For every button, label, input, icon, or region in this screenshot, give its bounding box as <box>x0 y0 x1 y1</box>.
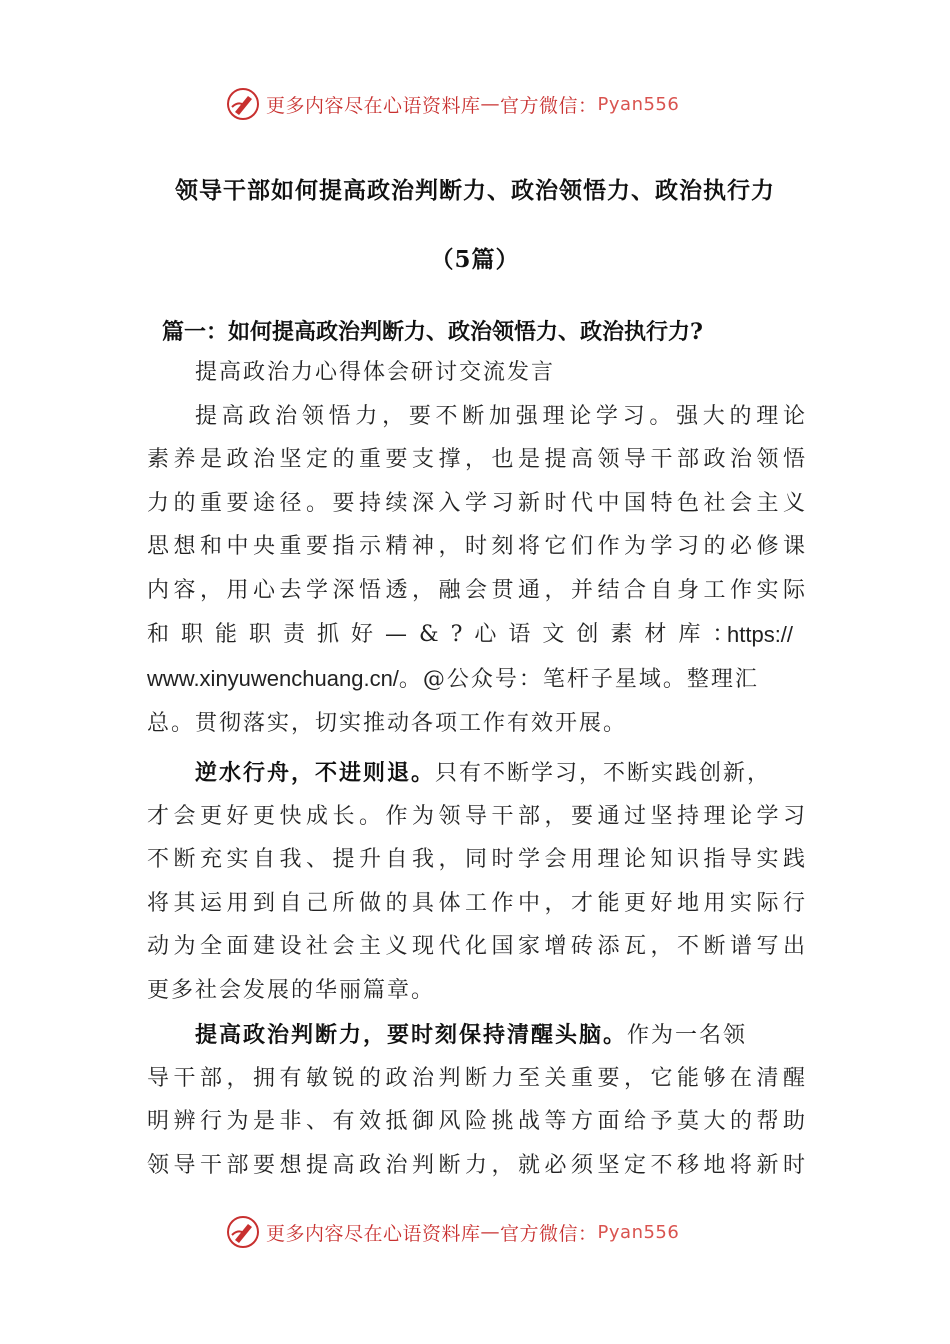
banner-text: 更多内容尽在心语资料库 <box>266 1222 481 1245</box>
paragraph-line <box>195 1020 807 1050</box>
header-banner <box>0 84 950 124</box>
pen-logo-icon <box>226 1215 260 1249</box>
document-title: 领导干部如何提高政治判断力、政治领悟力、政治执行力 <box>175 177 775 204</box>
url-part-1: https:// <box>727 622 794 647</box>
paragraph-line: 素养是政治坚定的重要支撑，也是提高领导干部政治领悟 <box>147 447 807 472</box>
banner-wechat-id: Pyan556 <box>597 1221 680 1243</box>
paragraph-line: 动为全面建设社会主义现代化国家增砖添瓦，不断谱写出 <box>147 934 807 959</box>
paragraph-text: 只有不断学习，不断实践创新， <box>435 761 772 786</box>
banner-dash: — <box>480 93 501 115</box>
paragraph-line: 将其运用到自己所做的具体工作中，才能更好地用实际行 <box>147 891 807 916</box>
paragraph-line <box>147 664 807 694</box>
paragraph-text: 和职能职责抓好—&?心语文创素材库： <box>147 622 747 647</box>
paragraph-line: 不断充实自我、提升自我，同时学会用理论知识指导实践 <box>147 847 807 872</box>
chapter-heading: 篇一：如何提高政治判断力、政治领悟力、政治执行力? <box>162 319 703 345</box>
paragraph-line: 总。贯彻落实，切实推动各项工作有效开展。 <box>147 711 628 736</box>
pen-logo-icon <box>226 87 260 121</box>
paragraph-line: 更多社会发展的华丽篇章。 <box>147 978 436 1003</box>
paragraph-line: 思想和中央重要指示精神，时刻将它们作为学习的必修课 <box>147 534 807 559</box>
banner-wechat-label: 官方微信： <box>500 1222 598 1245</box>
paragraph-line: 内容，用心去学深悟透，融会贯通，并结合自身工作实际 <box>147 578 807 603</box>
paragraph-line <box>195 758 807 788</box>
paragraph-text: 作为一名领 <box>627 1023 748 1048</box>
chapter-subtitle: 提高政治力心得体会研讨交流发言 <box>195 360 556 385</box>
paragraph-line: 明辨行为是非、有效抵御风险挑战等方面给予莫大的帮助 <box>147 1109 807 1134</box>
banner-wechat-id: Pyan556 <box>597 93 680 115</box>
paragraph-line <box>147 620 807 650</box>
url-part-2: www.xinyuwenchuang.cn/ <box>147 666 399 691</box>
paragraph-text: 。@公众号：笔杆子星域。整理汇 <box>398 667 759 692</box>
paragraph-line: 领导干部要想提高政治判断力，就必须坚定不移地将新时 <box>147 1153 807 1178</box>
paragraph-line: 力的重要途径。要持续深入学习新时代中国特色社会主义 <box>147 491 807 516</box>
banner-wechat-label: 官方微信： <box>500 94 598 117</box>
banner-dash: — <box>480 1221 501 1243</box>
banner-text: 更多内容尽在心语资料库 <box>266 94 481 117</box>
paragraph-line: 提高政治领悟力，要不断加强理论学习。强大的理论 <box>195 404 807 429</box>
document-subtitle: （5篇） <box>430 246 520 273</box>
paragraph-lead-bold: 提高政治判断力，要时刻保持清醒头脑。 <box>195 1022 628 1048</box>
paragraph-line: 导干部，拥有敏锐的政治判断力至关重要，它能够在清醒 <box>147 1066 807 1091</box>
paragraph-lead-bold: 逆水行舟，不进则退。 <box>195 760 436 786</box>
footer-banner <box>0 1212 950 1252</box>
paragraph-line: 才会更好更快成长。作为领导干部，要通过坚持理论学习 <box>147 804 807 829</box>
